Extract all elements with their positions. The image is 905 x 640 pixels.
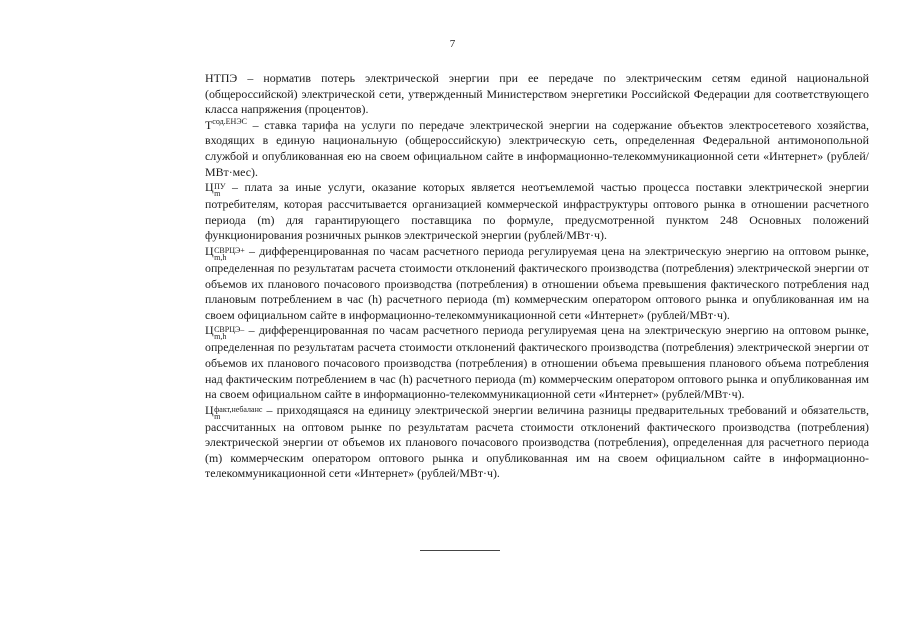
- definition-c-pu: [205, 180, 869, 244]
- definition-symbol: Ц факт,небаланс m: [205, 402, 263, 421]
- definition-text: – норматив потерь электрической энергии при ее передаче по электрическим сетям единой национальной (общероссийской) электрической сети, утвержденный Министерством энергетики Российской Федерации для соответствующего класса напряжения (процентов).: [205, 71, 869, 117]
- symbol-subscript: m: [214, 411, 221, 421]
- definition-symbol: НТПЭ: [205, 71, 238, 85]
- definition-symbol: Ц СВРЦЭ+ m,h: [205, 243, 245, 262]
- symbol-superscript: СВРЦЭ+: [214, 245, 245, 255]
- definition-symbol: $T^{сод.ЕНЭС}$: [205, 116, 247, 132]
- definitions-body: [205, 71, 869, 482]
- symbol-subscript: m: [214, 189, 221, 199]
- definition-t-sod-enes: [205, 118, 869, 180]
- symbol-superscript: факт,небаланс: [214, 404, 263, 414]
- symbol-superscript: сод.ЕНЭС: [212, 116, 247, 126]
- definition-text: – приходящаяся на единицу электрической энергии величина разницы предварительных требований и обязательств, рассчитанных на оптовом рынке по результатам расчета стоимости отклонений фактического производства (потребления) электрической энергии от объемов их планового почасового производства (потребления), определенная для расчетного периода (m) коммерческим оператором оптового рынка и опубликованная им на своем официальном сайте в информационно-телекоммуникационной сети «Интернет» (рублей/МВт·ч).: [205, 402, 869, 481]
- definition-symbol: Ц СВРЦЭ– m,h: [205, 323, 245, 342]
- symbol-superscript: ПУ: [214, 182, 226, 192]
- definition-ntpe: [205, 71, 869, 118]
- definition-symbol: Ц ПУ m: [205, 180, 226, 199]
- page-number: 7: [449, 38, 456, 50]
- definition-c-svrce-plus: [205, 244, 869, 323]
- definition-text: – плата за иные услуги, оказание которых является неотъемлемой частью процесса поставки электрической энергии потребителям, которая рассчитывается организацией коммерческой инфраструктуры оптового рынка в отношении расчетного периода (m) для гарантирующего поставщика по формуле, предусмотренной пунктом 248 Основных положений функционирования розничных рынков электрической энергии (рублей/МВт·ч).: [205, 180, 869, 243]
- symbol-subscript: m,h: [214, 252, 227, 262]
- definition-c-svrce-minus: [205, 323, 869, 402]
- symbol-superscript: СВРЦЭ–: [214, 325, 245, 335]
- definition-text: – дифференцированная по часам расчетного периода регулируемая цена на электрическую энергию на оптовом рынке, определенная по результатам расчета стоимости отклонений фактического производства (потребления) электрической энергии от объемов их планового почасового производства (потребления) в отношении объема превышения фактического потребления над плановым потреблением в час (h) расчетного периода (m) коммерческим оператором оптового рынка и опубликованная им на своем официальном сайте в информационно-телекоммуникационной сети «Интернет» (рублей/МВт·ч).: [205, 243, 869, 322]
- definition-c-fakt-nebalans: [205, 403, 869, 482]
- symbol-subscript: m,h: [214, 332, 227, 342]
- definition-text: – дифференцированная по часам расчетного периода регулируемая цена на электрическую энергию на оптовом рынке, определенная по результатам расчета стоимости отклонений фактического производства (потребления) электрической энергии от объемов их планового почасового производства (потребления) в отношении объема превышения планового объема потребления над фактическим потреблением в час (h) расчетного периода (m) коммерческим оператором оптового рынка и опубликованная им на своем официальном сайте в информационно-телекоммуникационной сети «Интернет» (рублей/МВт·ч).: [205, 323, 869, 402]
- footer-divider: [420, 550, 500, 551]
- definition-text: – ставка тарифа на услуги по передаче электрической энергии на содержание объектов электросетевого хозяйства, входящих в единую национальную (общероссийскую) электрическую сеть, определенная Федеральной антимонопольной службой и опубликованная ею на своем официальном сайте в информационно-телекоммуникационной сети «Интернет» (рублей/МВт·мес).: [205, 117, 869, 179]
